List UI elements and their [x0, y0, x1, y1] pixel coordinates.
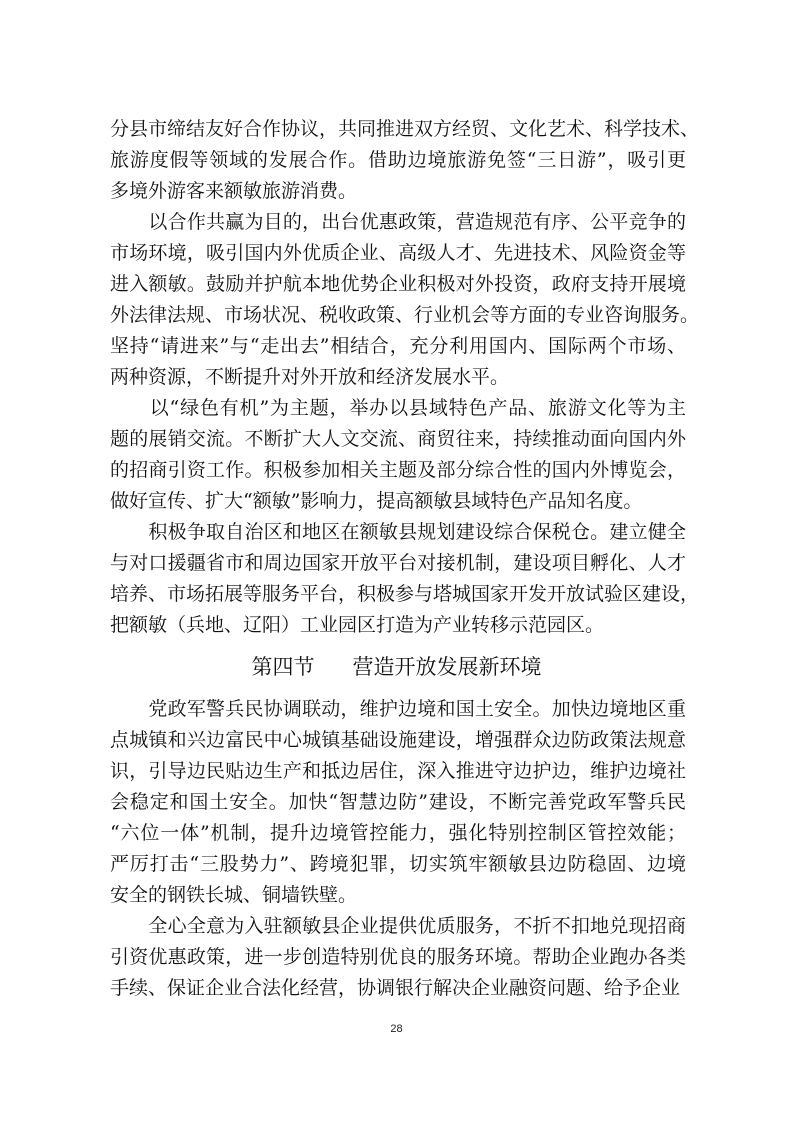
text-line: 识，引导边民贴边生产和抵边居住，深入推进守边护边，维护边境社 [110, 760, 686, 782]
text-line: 手续、保证企业合法化经营，协调银行解决企业融资问题、给予企业 [110, 977, 681, 999]
page-number: 28 [390, 1023, 403, 1035]
text-line: 题的展销交流。不断扩大人文交流、商贸往来，持续推动面向国内外 [110, 428, 686, 450]
text-line: 以“绿色有机”为主题，举办以县域特色产品、旅游文化等为主 [110, 397, 686, 419]
section-number: 第四节 [251, 655, 315, 679]
text-line: 市场环境，吸引国内外优质企业、高级人才、先进技术、风险资金等 [110, 242, 686, 264]
text-line: 旅游度假等领域的发展合作。借助边境旅游免签“三日游”，吸引更 [110, 149, 686, 171]
text-line: 做好宣传、扩大“额敏”影响力，提高额敏县域特色产品知名度。 [110, 490, 643, 512]
text-line: 点城镇和兴边富民中心城镇基础设施建设，增强群众边防政策法规意 [110, 729, 686, 751]
text-line: “六位一体”机制，提升边境管控能力，强化特别控制区管控效能； [110, 822, 686, 844]
text-line: 把额敏（兵地、辽阳）工业园区打造为产业转移示范园区。 [110, 614, 605, 636]
text-line: 分县市缔结友好合作协议，共同推进双方经贸、文化艺术、科学技术、 [110, 118, 700, 140]
text-line: 严厉打击“三股势力”、跨境犯罪，切实筑牢额敏县边防稳固、边境 [110, 853, 686, 875]
section-title: 营造开放发展新环境 [352, 655, 542, 679]
text-line: 坚持“请进来”与“走出去”相结合，充分利用国内、国际两个市场、 [110, 335, 686, 357]
paragraph [110, 393, 686, 517]
text-line: 多境外游客来额敏旅游消费。 [110, 180, 358, 202]
text-line: 党政军警兵民协调联动，维护边境和国土安全。加快边境地区重 [110, 698, 686, 720]
text-line: 会稳定和国土安全。加快“智慧边防”建设，不断完善党政军警兵民 [110, 791, 686, 813]
text-line: 与对口援疆省市和周边国家开放平台对接机制，建设项目孵化、人才 [110, 552, 686, 574]
paragraph [110, 517, 700, 641]
text-line: 两种资源，不断提升对外开放和经济发展水平。 [110, 366, 510, 388]
text-line: 引资优惠政策，进一步创造特别优良的服务环境。帮助企业跑办各类 [110, 946, 686, 968]
text-line: 培养、市场拓展等服务平台，积极参与塔城国家开发开放试验区建设， [110, 583, 700, 605]
body-text-top [110, 114, 700, 641]
paragraph [110, 207, 700, 393]
paragraph [110, 911, 686, 1004]
paragraph [110, 114, 700, 207]
text-line: 外法律法规、市场状况、税收政策、行业机会等方面的专业咨询服务。 [110, 304, 700, 326]
section-heading [0, 651, 793, 683]
text-line: 以合作共赢为目的，出台优惠政策，营造规范有序、公平竞争的 [110, 211, 686, 233]
text-line: 全心全意为入驻额敏县企业提供优质服务，不折不扣地兑现招商 [110, 915, 686, 937]
text-line: 积极争取自治区和地区在额敏县规划建设综合保税仓。建立健全 [110, 521, 686, 543]
body-text-bottom [110, 694, 686, 1004]
text-line: 安全的钢铁长城、铜墙铁壁。 [110, 884, 358, 906]
text-line: 的招商引资工作。积极参加相关主题及部分综合性的国内外博览会， [110, 459, 686, 481]
text-line: 进入额敏。鼓励并护航本地优势企业积极对外投资，政府支持开展境 [110, 273, 686, 295]
paragraph [110, 694, 686, 911]
